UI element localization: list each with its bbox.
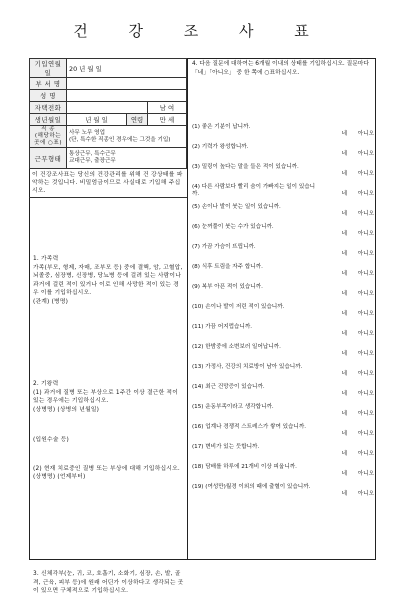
yes-no-choice xyxy=(342,351,374,358)
yes-no-choice xyxy=(342,151,374,158)
job-field[interactable] xyxy=(67,126,187,148)
medical-history-item-2-fields[interactable]: (상병명) (언제부터) xyxy=(33,474,86,480)
section-family-history-fields[interactable]: (관계) (병명) xyxy=(33,298,69,305)
question-row xyxy=(192,204,376,218)
privacy-notice: 이 건강조사표는 당신의 건강관리를 위해 건 강상태를 파악하는 것입니다. 비밀엄금이므로 사실대로 기입해 주십시오. xyxy=(29,169,187,198)
yes-option[interactable]: 네 xyxy=(341,211,347,217)
question-text: (4) 다른 사람보다 빨리 숨이 가빠지는 일이 있습니까. xyxy=(192,184,316,197)
yes-no-choice xyxy=(342,491,374,498)
yes-no-choice xyxy=(342,431,374,438)
yes-no-choice xyxy=(342,211,374,218)
job-label-cell xyxy=(30,126,67,148)
no-option[interactable]: 아니오 xyxy=(357,151,374,157)
birth-field[interactable]: 년 월 일 xyxy=(67,114,127,126)
job-options: 사무 노무 영업 xyxy=(69,129,105,136)
question-row xyxy=(192,224,376,238)
question-text: (15) 운동부족이라고 생각합니까. xyxy=(192,404,274,410)
question-text: (14) 최근 건망증이 있습니까. xyxy=(192,384,265,390)
yes-option[interactable]: 네 xyxy=(341,191,347,197)
question-row xyxy=(192,444,376,458)
yes-option[interactable]: 네 xyxy=(341,271,347,277)
questionnaire-list xyxy=(192,124,376,504)
no-option[interactable]: 아니오 xyxy=(357,351,374,357)
yes-option[interactable]: 네 xyxy=(341,451,347,457)
yes-no-choice xyxy=(342,291,374,298)
age-field[interactable]: 만 세 xyxy=(148,114,187,126)
yes-option[interactable]: 네 xyxy=(341,371,347,377)
medical-history-item-1: (1) 과거에 질병 또는 부상으로 1주간 이상 결근한 적이 있는 경우에는 기입하십시오. xyxy=(33,389,179,404)
yes-no-choice xyxy=(342,311,374,318)
name-label: 성 명 xyxy=(30,90,67,102)
work-type-field[interactable] xyxy=(67,148,187,169)
yes-no-choice xyxy=(342,451,374,458)
question-text: (11) 가끔 어지럽습니까. xyxy=(192,324,253,330)
job-label: 직 종 xyxy=(40,126,56,132)
form-title: 건 강 조 사 표 xyxy=(73,22,327,40)
question-row xyxy=(192,324,376,338)
age-label: 연령 xyxy=(127,114,148,126)
yes-option[interactable]: 네 xyxy=(341,131,347,137)
question-text: (19) (여성만)월경 이외의 때에 출혈이 있습니까. xyxy=(192,484,311,490)
question-row xyxy=(192,164,376,178)
yes-option[interactable]: 네 xyxy=(341,391,347,397)
no-option[interactable]: 아니오 xyxy=(357,411,374,417)
question-row xyxy=(192,384,376,398)
yes-option[interactable]: 네 xyxy=(341,231,347,237)
question-text: (5) 손이나 발이 붓는 일이 있습니까. xyxy=(192,204,281,210)
question-row xyxy=(192,424,376,438)
question-text: (9) 복부 아픈 적이 있습니까. xyxy=(192,284,263,290)
no-option[interactable]: 아니오 xyxy=(357,491,374,497)
department-label: 부 서 명 xyxy=(30,78,67,90)
yes-no-choice xyxy=(342,391,374,398)
question-text: (18) 담배를 하루에 21개비 이상 피웁니까. xyxy=(192,464,297,470)
no-option[interactable]: 아니오 xyxy=(357,231,374,237)
section-medical-history-title: 2. 기왕력 xyxy=(33,381,59,387)
work-type-label: 근무형태 xyxy=(30,148,67,169)
medical-history-item-1-extra[interactable]: (입원수술 등) xyxy=(33,437,69,443)
question-text: (2) 기력가 왕성합니까. xyxy=(192,144,249,150)
yes-option[interactable]: 네 xyxy=(341,251,347,257)
question-text: (3) 밀링이 높다는 말을 들은 적이 있습니까. xyxy=(192,164,299,170)
yes-option[interactable]: 네 xyxy=(341,471,347,477)
question-text: (1) 좋은 기분이 납니까. xyxy=(192,124,251,130)
question-row xyxy=(192,244,376,258)
question-row xyxy=(192,184,376,198)
name-field[interactable] xyxy=(67,90,187,102)
section-family-history-title: 1. 가족력 xyxy=(33,256,59,262)
section-body-condition[interactable]: 3. 신체각부(눈, 귀, 코, 호흡기, 소화기, 심장, 손, 발, 골격, 근육, 피부 등)에 원래 어딘가 이상하다고 생각되는 곳이 있으면 구체적으로 기입하십시오. xyxy=(33,571,184,594)
no-option[interactable]: 아니오 xyxy=(357,391,374,397)
question-text: (12) 한밤중에 소변보러 일어납니까. xyxy=(192,344,281,350)
sex-field[interactable]: 남 여 xyxy=(148,102,187,114)
yes-option[interactable]: 네 xyxy=(341,351,347,357)
contact-label: 자택전화 xyxy=(30,102,67,114)
yes-no-choice xyxy=(342,271,374,278)
yes-option[interactable]: 네 xyxy=(341,411,347,417)
job-options-note: (단, 특수한 직종인 경우에는 그것을 기입) xyxy=(69,136,171,143)
contact-field[interactable] xyxy=(67,102,148,114)
date-field[interactable]: 20 년 월 일 xyxy=(67,59,187,78)
yes-no-choice xyxy=(342,371,374,378)
yes-option[interactable]: 네 xyxy=(341,331,347,337)
question-row xyxy=(192,404,376,418)
question-text: (7) 가끔 가슴이 뜨립니까. xyxy=(192,244,256,250)
question-row xyxy=(192,264,376,278)
section-family-history-body: 가족(부모, 형제, 자매, 조부모 등) 중에 결핵, 암, 고혈압, 뇌졸중, 심장병, 신장병, 당뇨병 등에 걸려 있는 사람이나 과거에 걸린 적이 있거나 이로 인해 사망한 적이 있는 경우 이를 기입하십시오. xyxy=(33,264,183,296)
question-text: (8) 식후 트림을 자주 합니까. xyxy=(192,264,263,270)
no-option[interactable]: 아니오 xyxy=(357,371,374,377)
no-option[interactable]: 아니오 xyxy=(357,271,374,277)
section-family-history xyxy=(29,255,188,306)
yes-no-choice xyxy=(342,191,374,198)
question-row xyxy=(192,284,376,298)
birth-label: 생년월일 xyxy=(30,114,67,126)
question-row xyxy=(192,144,376,158)
section-questionnaire-title: 4. 다음 질문에 대하여는 6개월 이내의 상태를 기입하십시오. 질문마다 「네」「아니오」 중 한 쪽에 ○표하십시오. xyxy=(192,61,369,76)
question-row xyxy=(192,364,376,378)
no-option[interactable]: 아니오 xyxy=(357,431,374,437)
question-text: (17) 변비가 있는 듯합니까. xyxy=(192,444,260,450)
question-text: (6) 눈꺼풀이 붓는 수가 있습니까. xyxy=(192,224,274,230)
work-type-options-1: 통상근무, 특수근무 xyxy=(69,151,116,157)
section-medical-history xyxy=(29,380,188,482)
question-text: (13) 가정사, 건강의 치료방이 남아 있습니까. xyxy=(192,364,303,370)
yes-no-choice xyxy=(342,231,374,238)
yes-no-choice xyxy=(342,171,374,178)
yes-no-choice xyxy=(342,131,374,138)
department-field[interactable] xyxy=(67,78,187,90)
question-row xyxy=(192,484,376,498)
no-option[interactable]: 아니오 xyxy=(357,451,374,457)
no-option[interactable]: 아니오 xyxy=(357,131,374,137)
no-option[interactable]: 아니오 xyxy=(357,331,374,337)
question-row xyxy=(192,344,376,358)
yes-option[interactable]: 네 xyxy=(341,311,347,317)
yes-option[interactable]: 네 xyxy=(341,291,347,297)
no-option[interactable]: 아니오 xyxy=(357,291,374,297)
no-option[interactable]: 아니오 xyxy=(357,171,374,177)
yes-option[interactable]: 네 xyxy=(341,431,347,437)
no-option[interactable]: 아니오 xyxy=(357,211,374,217)
job-label-note: (해당하는 곳에 ○표) xyxy=(33,133,63,146)
no-option[interactable]: 아니오 xyxy=(357,191,374,197)
personal-info-table xyxy=(29,58,187,169)
question-text: (10) 손이나 발이 저린 적이 있습니까. xyxy=(192,304,285,310)
no-option[interactable]: 아니오 xyxy=(357,251,374,257)
yes-option[interactable]: 네 xyxy=(341,151,347,157)
question-row xyxy=(192,124,376,138)
no-option[interactable]: 아니오 xyxy=(357,471,374,477)
yes-no-choice xyxy=(342,331,374,338)
date-label: 기입연월일 xyxy=(30,59,67,78)
yes-no-choice xyxy=(342,471,374,478)
yes-no-choice xyxy=(342,411,374,418)
question-row xyxy=(192,304,376,318)
right-column xyxy=(188,58,376,560)
work-type-options-2: 교대근무, 출장근무 xyxy=(69,158,116,164)
yes-no-choice xyxy=(342,251,374,258)
question-row xyxy=(192,464,376,478)
medical-history-item-2: (2) 현재 치료중인 질병 또는 부상에 대해 기입하십시오. xyxy=(33,465,180,472)
medical-history-item-1-fields[interactable]: (상병명) (상병의 년월일) xyxy=(33,406,100,413)
no-option[interactable]: 아니오 xyxy=(357,311,374,317)
question-text: (16) 업계나 경쟁적 스트레스가 쌓여 있습니까. xyxy=(192,424,307,430)
yes-option[interactable]: 네 xyxy=(341,491,347,497)
yes-option[interactable]: 네 xyxy=(341,171,347,177)
left-column xyxy=(29,58,188,594)
